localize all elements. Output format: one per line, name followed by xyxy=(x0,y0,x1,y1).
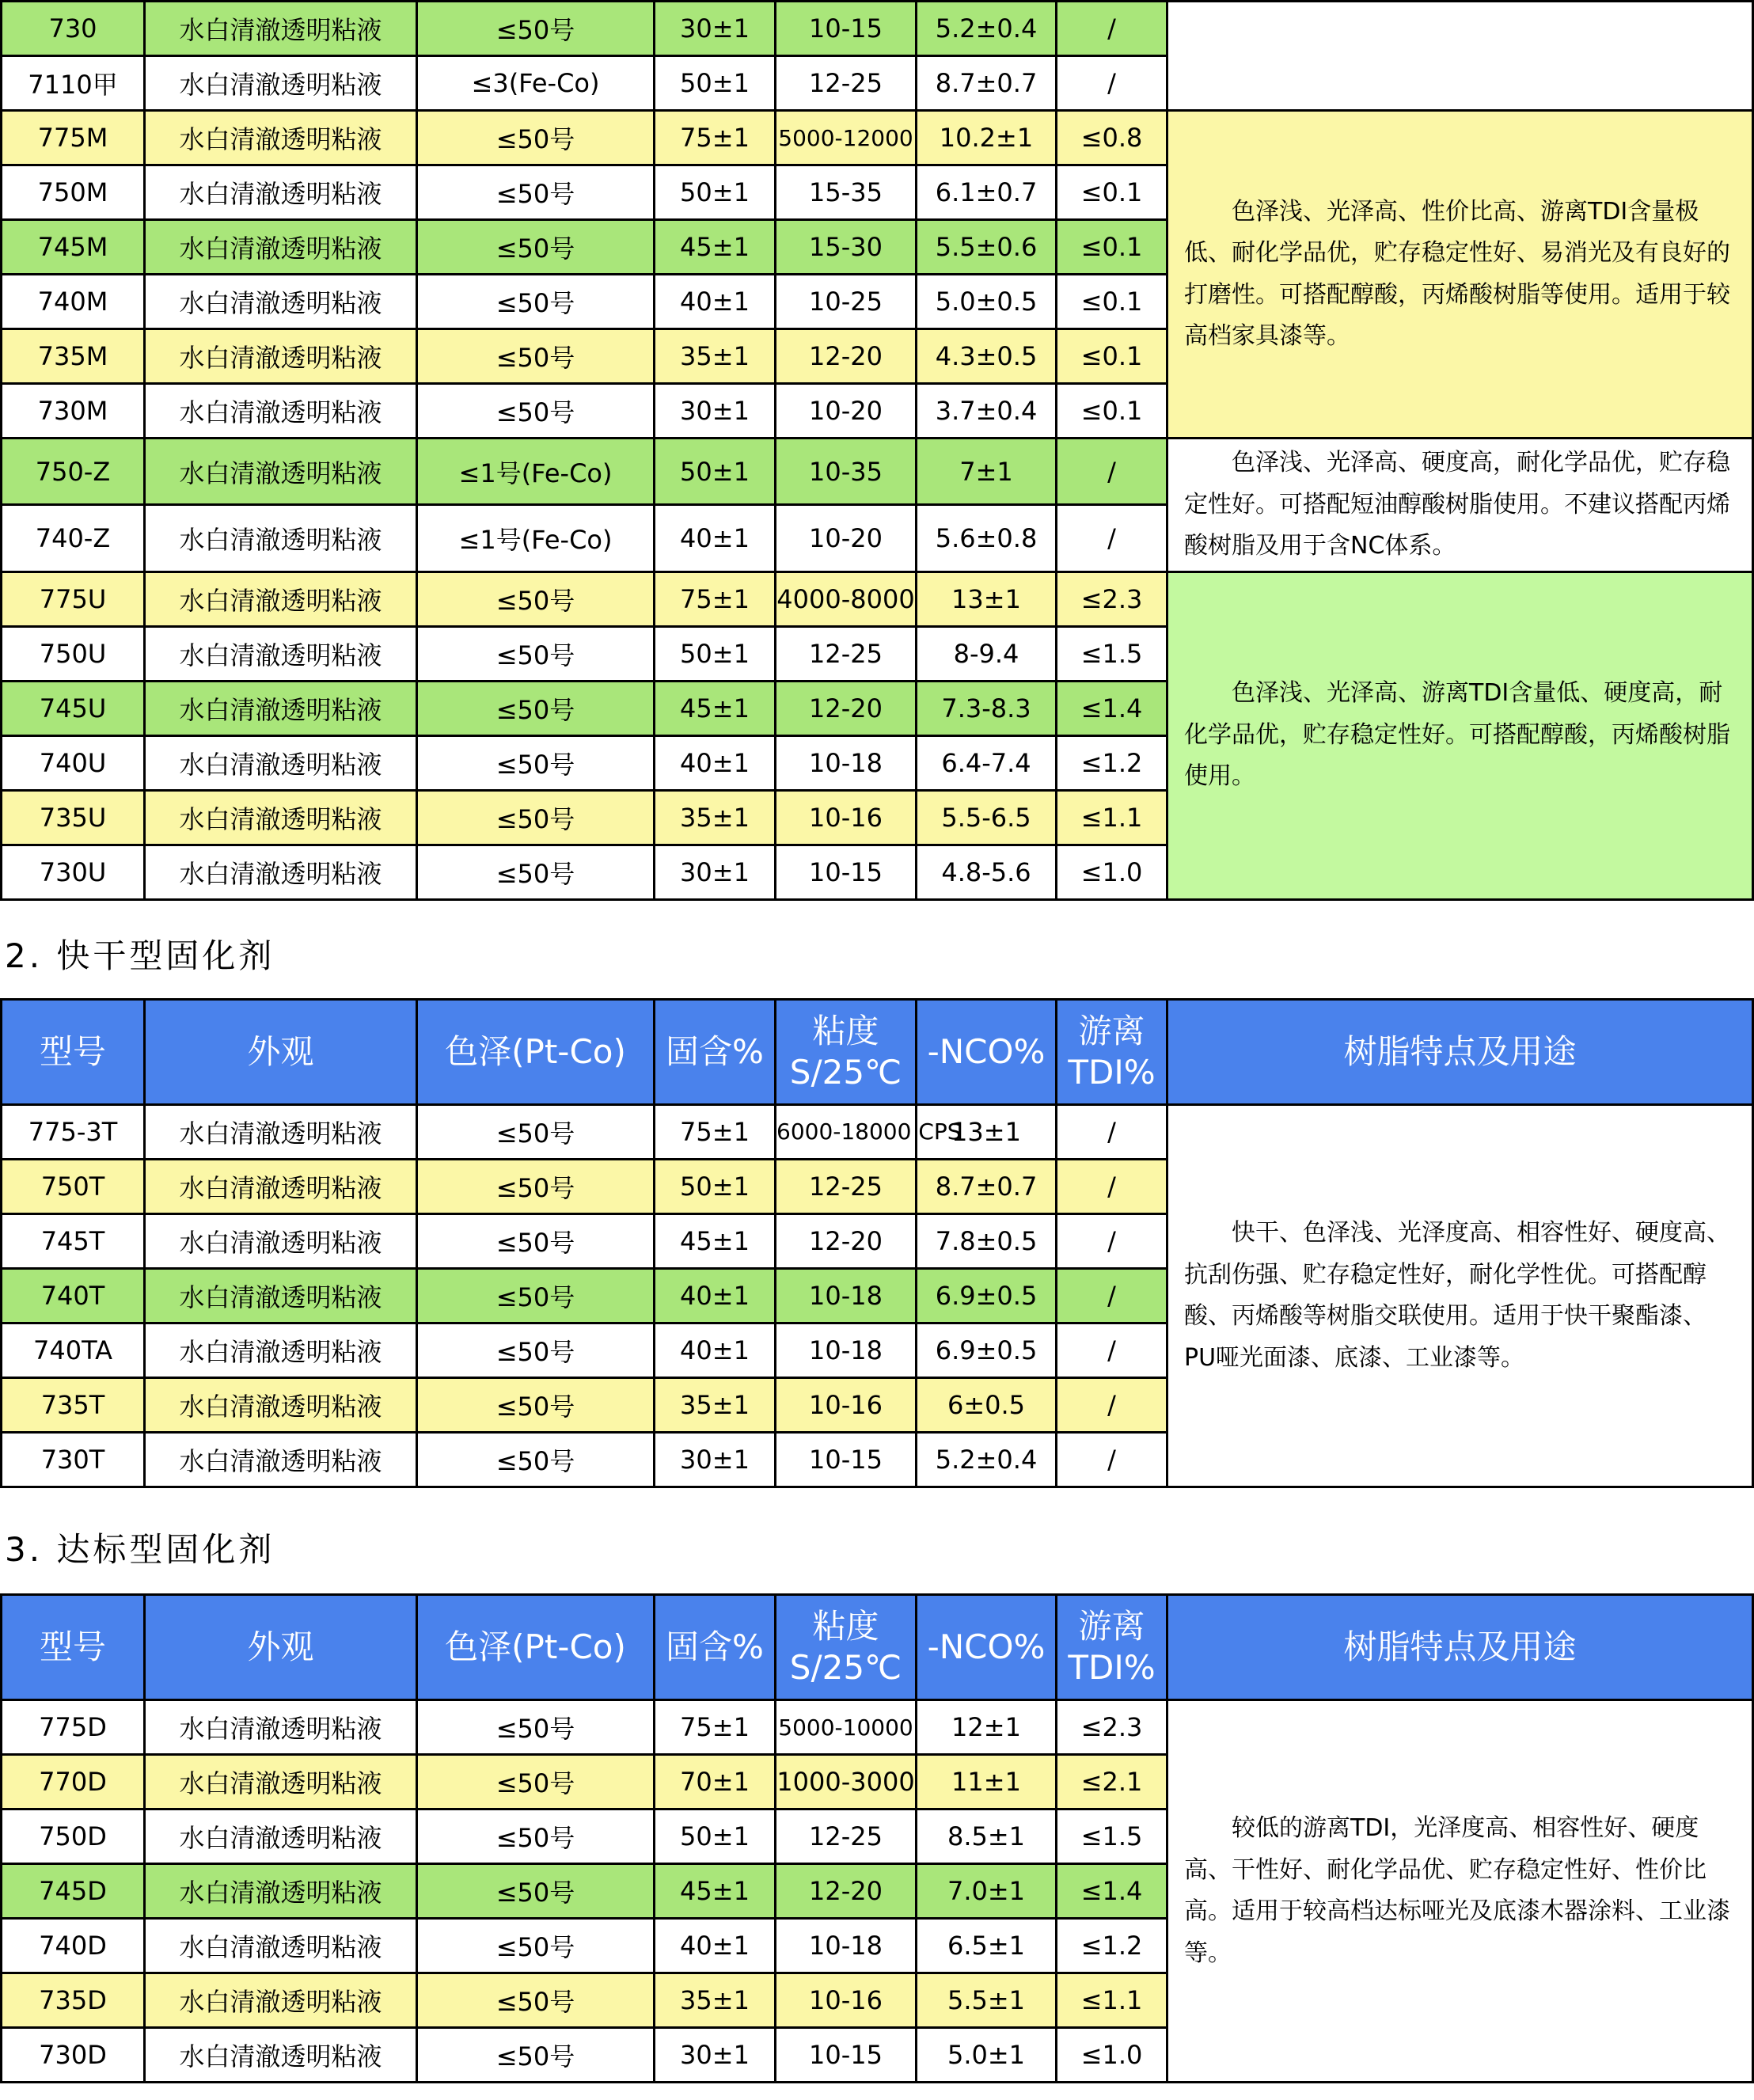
cell-appearance: 水白清澈透明粘液 xyxy=(145,220,417,275)
usage-blank xyxy=(1167,2,1753,111)
cell-nco: 3.7±0.4 xyxy=(917,384,1057,439)
cell-appearance: 水白清澈透明粘液 xyxy=(145,1973,417,2028)
cell-color: ≤1号(Fe-Co) xyxy=(417,439,655,505)
cell-nco: 5.2±0.4 xyxy=(917,2,1057,56)
cell-color: ≤50号 xyxy=(417,1105,655,1160)
header-model: 型号 xyxy=(2,1000,145,1105)
cell-appearance: 水白清澈透明粘液 xyxy=(145,2028,417,2083)
header-usage: 树脂特点及用途 xyxy=(1167,1000,1753,1105)
cell-free-tdi: / xyxy=(1057,56,1167,111)
cell-viscosity: 10-35 xyxy=(776,439,917,505)
cell-viscosity: 10-15 xyxy=(776,1433,917,1487)
cell-color: ≤1号(Fe-Co) xyxy=(417,505,655,572)
cell-solids: 40±1 xyxy=(655,735,776,790)
cell-nco: 5.6±0.8 xyxy=(917,505,1057,572)
cell-solids: 70±1 xyxy=(655,1755,776,1809)
cell-solids: 30±1 xyxy=(655,384,776,439)
cell-viscosity: 6000-18000 CPS xyxy=(776,1105,917,1160)
cell-solids: 40±1 xyxy=(655,1919,776,1973)
cell-solids: 40±1 xyxy=(655,1323,776,1378)
cell-appearance: 水白清澈透明粘液 xyxy=(145,505,417,572)
cell-nco: 6.5±1 xyxy=(917,1919,1057,1973)
cell-appearance: 水白清澈透明粘液 xyxy=(145,56,417,111)
cell-free-tdi: ≤2.3 xyxy=(1057,572,1167,626)
cell-color: ≤50号 xyxy=(417,1323,655,1378)
cell-free-tdi: ≤1.0 xyxy=(1057,2028,1167,2083)
cell-viscosity: 10-16 xyxy=(776,790,917,845)
cell-nco: 4.3±0.5 xyxy=(917,329,1057,384)
cell-solids: 30±1 xyxy=(655,2028,776,2083)
cell-viscosity: 5000-10000 xyxy=(776,1700,917,1755)
cell-solids: 45±1 xyxy=(655,681,776,735)
cell-viscosity: 10-16 xyxy=(776,1973,917,2028)
usage-quick-dry-text: 快干、色泽浅、光泽度高、相容性好、硬度高、抗刮伤强、贮存稳定性好，耐化学性优。可搭配醇酸、丙烯酸等树脂交联使用。适用于快干聚酯漆、PU哑光面漆、底漆、工业漆等。 xyxy=(1184,1219,1730,1372)
header-usage: 树脂特点及用途 xyxy=(1167,1595,1753,1700)
cell-model: 740M xyxy=(2,275,145,329)
cell-viscosity: 10-18 xyxy=(776,1269,917,1323)
cell-appearance: 水白清澈透明粘液 xyxy=(145,1269,417,1323)
cell-color: ≤50号 xyxy=(417,1433,655,1487)
cell-viscosity: 1000-3000 xyxy=(776,1755,917,1809)
cell-appearance: 水白清澈透明粘液 xyxy=(145,681,417,735)
header-viscosity: 粘度 S/25℃ xyxy=(776,1000,917,1105)
cell-free-tdi: ≤1.2 xyxy=(1057,1919,1167,1973)
cell-solids: 40±1 xyxy=(655,505,776,572)
cell-model: 7110甲 xyxy=(2,56,145,111)
cell-viscosity: 12-25 xyxy=(776,1160,917,1214)
cell-appearance: 水白清澈透明粘液 xyxy=(145,1323,417,1378)
cell-model: 750D xyxy=(2,1809,145,1864)
cell-solids: 35±1 xyxy=(655,1378,776,1433)
cell-free-tdi: / xyxy=(1057,505,1167,572)
cell-nco: 8.7±0.7 xyxy=(917,1160,1057,1214)
cell-nco: 8.5±1 xyxy=(917,1809,1057,1864)
usage-u-series-text: 色泽浅、光泽高、游离TDI含量低、硬度高，耐化学品优，贮存稳定性好。可搭配醇酸，丙烯酸树脂使用。 xyxy=(1184,679,1730,791)
cell-free-tdi: ≤0.1 xyxy=(1057,165,1167,220)
cell-free-tdi: / xyxy=(1057,2,1167,56)
cell-appearance: 水白清澈透明粘液 xyxy=(145,1105,417,1160)
cell-viscosity: 12-20 xyxy=(776,1214,917,1269)
cell-appearance: 水白清澈透明粘液 xyxy=(145,626,417,681)
cell-model: 775U xyxy=(2,572,145,626)
cell-solids: 50±1 xyxy=(655,165,776,220)
cell-free-tdi: ≤1.0 xyxy=(1057,845,1167,899)
cell-color: ≤50号 xyxy=(417,681,655,735)
cell-model: 745U xyxy=(2,681,145,735)
cell-solids: 75±1 xyxy=(655,1700,776,1755)
cell-nco: 6.4-7.4 xyxy=(917,735,1057,790)
cell-appearance: 水白清澈透明粘液 xyxy=(145,111,417,165)
cell-model: 740-Z xyxy=(2,505,145,572)
cell-viscosity: 15-35 xyxy=(776,165,917,220)
cell-nco: 7.3-8.3 xyxy=(917,681,1057,735)
header-solids: 固含% xyxy=(655,1000,776,1105)
cell-viscosity: 10-18 xyxy=(776,1919,917,1973)
cell-nco: 13±1 xyxy=(917,1105,1057,1160)
header-nco: -NCO% xyxy=(917,1000,1057,1105)
table-row xyxy=(2,1700,1753,1755)
table-row xyxy=(2,2,1753,56)
cell-solids: 75±1 xyxy=(655,1105,776,1160)
cell-solids: 30±1 xyxy=(655,1433,776,1487)
cell-viscosity: 12-20 xyxy=(776,329,917,384)
cell-viscosity: 10-15 xyxy=(776,845,917,899)
cell-color: ≤3(Fe-Co) xyxy=(417,56,655,111)
cell-appearance: 水白清澈透明粘液 xyxy=(145,1433,417,1487)
cell-appearance: 水白清澈透明粘液 xyxy=(145,165,417,220)
usage-z-series xyxy=(1167,439,1753,572)
cell-nco: 5.5-6.5 xyxy=(917,790,1057,845)
cell-viscosity: 12-25 xyxy=(776,626,917,681)
header-free-tdi: 游离 TDI% xyxy=(1057,1000,1167,1105)
usage-u-series xyxy=(1167,572,1753,899)
cell-viscosity: 10-25 xyxy=(776,275,917,329)
cell-free-tdi: ≤1.1 xyxy=(1057,1973,1167,2028)
table-row xyxy=(2,439,1753,505)
cell-viscosity: 10-18 xyxy=(776,735,917,790)
cell-color: ≤50号 xyxy=(417,1700,655,1755)
cell-appearance: 水白清澈透明粘液 xyxy=(145,2,417,56)
table-standard xyxy=(0,0,1754,901)
cell-solids: 40±1 xyxy=(655,1269,776,1323)
cell-solids: 45±1 xyxy=(655,1214,776,1269)
cell-nco: 6±0.5 xyxy=(917,1378,1057,1433)
cell-appearance: 水白清澈透明粘液 xyxy=(145,790,417,845)
section-title-standard-compliant: 3. 达标型固化剂 xyxy=(5,1530,275,1569)
cell-solids: 45±1 xyxy=(655,220,776,275)
cell-nco: 6.1±0.7 xyxy=(917,165,1057,220)
cell-color: ≤50号 xyxy=(417,790,655,845)
cell-free-tdi: / xyxy=(1057,1269,1167,1323)
usage-quick-dry xyxy=(1167,1105,1753,1487)
cell-free-tdi: ≤1.4 xyxy=(1057,1864,1167,1919)
cell-nco: 5.0±1 xyxy=(917,2028,1057,2083)
cell-viscosity: 15-30 xyxy=(776,220,917,275)
cell-model: 735M xyxy=(2,329,145,384)
cell-color: ≤50号 xyxy=(417,1160,655,1214)
cell-free-tdi: ≤1.5 xyxy=(1057,1809,1167,1864)
cell-nco: 10.2±1 xyxy=(917,111,1057,165)
cell-color: ≤50号 xyxy=(417,1378,655,1433)
cell-model: 750T xyxy=(2,1160,145,1214)
usage-z-series-text: 色泽浅、光泽高、硬度高，耐化学品优，贮存稳定性好。可搭配短油醇酸树脂使用。不建议搭配丙烯酸树脂及用于含NC体系。 xyxy=(1184,449,1730,560)
cell-model: 735D xyxy=(2,1973,145,2028)
cell-model: 745T xyxy=(2,1214,145,1269)
cell-nco: 13±1 xyxy=(917,572,1057,626)
cell-color: ≤50号 xyxy=(417,220,655,275)
cell-viscosity: 4000-8000 xyxy=(776,572,917,626)
header-solids: 固含% xyxy=(655,1595,776,1700)
cell-color: ≤50号 xyxy=(417,1214,655,1269)
header-appearance: 外观 xyxy=(145,1000,417,1105)
cell-free-tdi: ≤1.4 xyxy=(1057,681,1167,735)
cell-free-tdi: ≤2.3 xyxy=(1057,1700,1167,1755)
cell-free-tdi: ≤1.2 xyxy=(1057,735,1167,790)
cell-color: ≤50号 xyxy=(417,626,655,681)
cell-solids: 45±1 xyxy=(655,1864,776,1919)
cell-color: ≤50号 xyxy=(417,111,655,165)
section-title-quick-dry: 2. 快干型固化剂 xyxy=(5,936,275,975)
cell-solids: 50±1 xyxy=(655,56,776,111)
cell-appearance: 水白清澈透明粘液 xyxy=(145,384,417,439)
cell-viscosity: 10-16 xyxy=(776,1378,917,1433)
cell-model: 740TA xyxy=(2,1323,145,1378)
cell-free-tdi: / xyxy=(1057,439,1167,505)
cell-color: ≤50号 xyxy=(417,2,655,56)
cell-model: 740D xyxy=(2,1919,145,1973)
header-free-tdi: 游离 TDI% xyxy=(1057,1595,1167,1700)
cell-appearance: 水白清澈透明粘液 xyxy=(145,735,417,790)
table-compliant xyxy=(0,1593,1754,2083)
table-header-row xyxy=(2,1595,1753,1700)
usage-compliant xyxy=(1167,1700,1753,2083)
cell-free-tdi: ≤1.1 xyxy=(1057,790,1167,845)
cell-appearance: 水白清澈透明粘液 xyxy=(145,1919,417,1973)
cell-model: 750-Z xyxy=(2,439,145,505)
cell-model: 730 xyxy=(2,2,145,56)
cell-viscosity: 10-18 xyxy=(776,1323,917,1378)
cell-free-tdi: ≤0.1 xyxy=(1057,220,1167,275)
cell-nco: 7.0±1 xyxy=(917,1864,1057,1919)
cell-color: ≤50号 xyxy=(417,1973,655,2028)
cell-color: ≤50号 xyxy=(417,572,655,626)
cell-viscosity: 5000-12000 xyxy=(776,111,917,165)
cell-free-tdi: ≤0.1 xyxy=(1057,329,1167,384)
header-viscosity: 粘度 S/25℃ xyxy=(776,1595,917,1700)
cell-solids: 50±1 xyxy=(655,439,776,505)
cell-color: ≤50号 xyxy=(417,735,655,790)
cell-solids: 40±1 xyxy=(655,275,776,329)
header-appearance: 外观 xyxy=(145,1595,417,1700)
cell-model: 750M xyxy=(2,165,145,220)
header-nco: -NCO% xyxy=(917,1595,1057,1700)
cell-model: 775M xyxy=(2,111,145,165)
cell-model: 730T xyxy=(2,1433,145,1487)
cell-appearance: 水白清澈透明粘液 xyxy=(145,1214,417,1269)
cell-solids: 30±1 xyxy=(655,2,776,56)
cell-viscosity: 12-25 xyxy=(776,56,917,111)
cell-model: 745M xyxy=(2,220,145,275)
cell-color: ≤50号 xyxy=(417,1809,655,1864)
cell-appearance: 水白清澈透明粘液 xyxy=(145,1755,417,1809)
cell-model: 730U xyxy=(2,845,145,899)
cell-nco: 5.0±0.5 xyxy=(917,275,1057,329)
cell-appearance: 水白清澈透明粘液 xyxy=(145,329,417,384)
cell-solids: 30±1 xyxy=(655,845,776,899)
cell-free-tdi: / xyxy=(1057,1214,1167,1269)
cell-color: ≤50号 xyxy=(417,1269,655,1323)
cell-free-tdi: ≤0.8 xyxy=(1057,111,1167,165)
cell-model: 730M xyxy=(2,384,145,439)
usage-m-series xyxy=(1167,111,1753,439)
cell-appearance: 水白清澈透明粘液 xyxy=(145,1378,417,1433)
cell-viscosity: 10-15 xyxy=(776,2028,917,2083)
cell-free-tdi: / xyxy=(1057,1323,1167,1378)
cell-color: ≤50号 xyxy=(417,1864,655,1919)
cell-model: 745D xyxy=(2,1864,145,1919)
cell-appearance: 水白清澈透明粘液 xyxy=(145,1160,417,1214)
table-row xyxy=(2,111,1753,165)
cell-nco: 4.8-5.6 xyxy=(917,845,1057,899)
cell-appearance: 水白清澈透明粘液 xyxy=(145,275,417,329)
usage-compliant-text: 较低的游离TDI，光泽度高、相容性好、硬度高、干性好、耐化学品优、贮存稳定性好、性价比高。适用于较高档达标哑光及底漆木器涂料、工业漆等。 xyxy=(1184,1814,1730,1967)
cell-solids: 35±1 xyxy=(655,1973,776,2028)
cell-nco: 6.9±0.5 xyxy=(917,1269,1057,1323)
cell-solids: 75±1 xyxy=(655,572,776,626)
cell-solids: 75±1 xyxy=(655,111,776,165)
cell-color: ≤50号 xyxy=(417,329,655,384)
table-header-row xyxy=(2,1000,1753,1105)
cell-model: 775-3T xyxy=(2,1105,145,1160)
cell-viscosity: 10-15 xyxy=(776,2,917,56)
cell-free-tdi: / xyxy=(1057,1378,1167,1433)
cell-model: 730D xyxy=(2,2028,145,2083)
cell-solids: 50±1 xyxy=(655,1809,776,1864)
cell-nco: 5.5±0.6 xyxy=(917,220,1057,275)
header-color: 色泽(Pt-Co) xyxy=(417,1595,655,1700)
cell-free-tdi: / xyxy=(1057,1105,1167,1160)
cell-color: ≤50号 xyxy=(417,165,655,220)
cell-free-tdi: ≤1.5 xyxy=(1057,626,1167,681)
cell-free-tdi: ≤0.1 xyxy=(1057,275,1167,329)
cell-free-tdi: / xyxy=(1057,1433,1167,1487)
cell-nco: 8.7±0.7 xyxy=(917,56,1057,111)
cell-appearance: 水白清澈透明粘液 xyxy=(145,572,417,626)
table-quick-dry xyxy=(0,998,1754,1488)
cell-viscosity: 12-25 xyxy=(776,1809,917,1864)
cell-appearance: 水白清澈透明粘液 xyxy=(145,845,417,899)
cell-viscosity: 10-20 xyxy=(776,384,917,439)
cell-nco: 5.2±0.4 xyxy=(917,1433,1057,1487)
usage-m-series-text: 色泽浅、光泽高、性价比高、游离TDI含量极低、耐化学品优，贮存稳定性好、易消光及有良好的打磨性。可搭配醇酸，丙烯酸树脂等使用。适用于较高档家具漆等。 xyxy=(1184,197,1730,350)
cell-nco: 8-9.4 xyxy=(917,626,1057,681)
cell-color: ≤50号 xyxy=(417,384,655,439)
cell-nco: 7±1 xyxy=(917,439,1057,505)
cell-model: 735U xyxy=(2,790,145,845)
cell-model: 750U xyxy=(2,626,145,681)
cell-model: 740U xyxy=(2,735,145,790)
cell-appearance: 水白清澈透明粘液 xyxy=(145,1700,417,1755)
table-row xyxy=(2,572,1753,626)
cell-solids: 50±1 xyxy=(655,626,776,681)
cell-color: ≤50号 xyxy=(417,1919,655,1973)
cell-solids: 35±1 xyxy=(655,329,776,384)
cell-model: 775D xyxy=(2,1700,145,1755)
cell-viscosity: 12-20 xyxy=(776,1864,917,1919)
cell-free-tdi: ≤0.1 xyxy=(1057,384,1167,439)
table-row xyxy=(2,1105,1753,1160)
cell-model: 770D xyxy=(2,1755,145,1809)
cell-free-tdi: ≤2.1 xyxy=(1057,1755,1167,1809)
cell-model: 735T xyxy=(2,1378,145,1433)
cell-solids: 50±1 xyxy=(655,1160,776,1214)
cell-nco: 6.9±0.5 xyxy=(917,1323,1057,1378)
cell-free-tdi: / xyxy=(1057,1160,1167,1214)
cell-nco: 12±1 xyxy=(917,1700,1057,1755)
cell-appearance: 水白清澈透明粘液 xyxy=(145,1864,417,1919)
cell-color: ≤50号 xyxy=(417,2028,655,2083)
cell-color: ≤50号 xyxy=(417,275,655,329)
cell-appearance: 水白清澈透明粘液 xyxy=(145,1809,417,1864)
cell-nco: 5.5±1 xyxy=(917,1973,1057,2028)
cell-color: ≤50号 xyxy=(417,1755,655,1809)
cell-color: ≤50号 xyxy=(417,845,655,899)
header-model: 型号 xyxy=(2,1595,145,1700)
cell-appearance: 水白清澈透明粘液 xyxy=(145,439,417,505)
cell-viscosity: 12-20 xyxy=(776,681,917,735)
header-color: 色泽(Pt-Co) xyxy=(417,1000,655,1105)
cell-nco: 7.8±0.5 xyxy=(917,1214,1057,1269)
cell-viscosity: 10-20 xyxy=(776,505,917,572)
cell-nco: 11±1 xyxy=(917,1755,1057,1809)
cell-solids: 35±1 xyxy=(655,790,776,845)
cell-model: 740T xyxy=(2,1269,145,1323)
